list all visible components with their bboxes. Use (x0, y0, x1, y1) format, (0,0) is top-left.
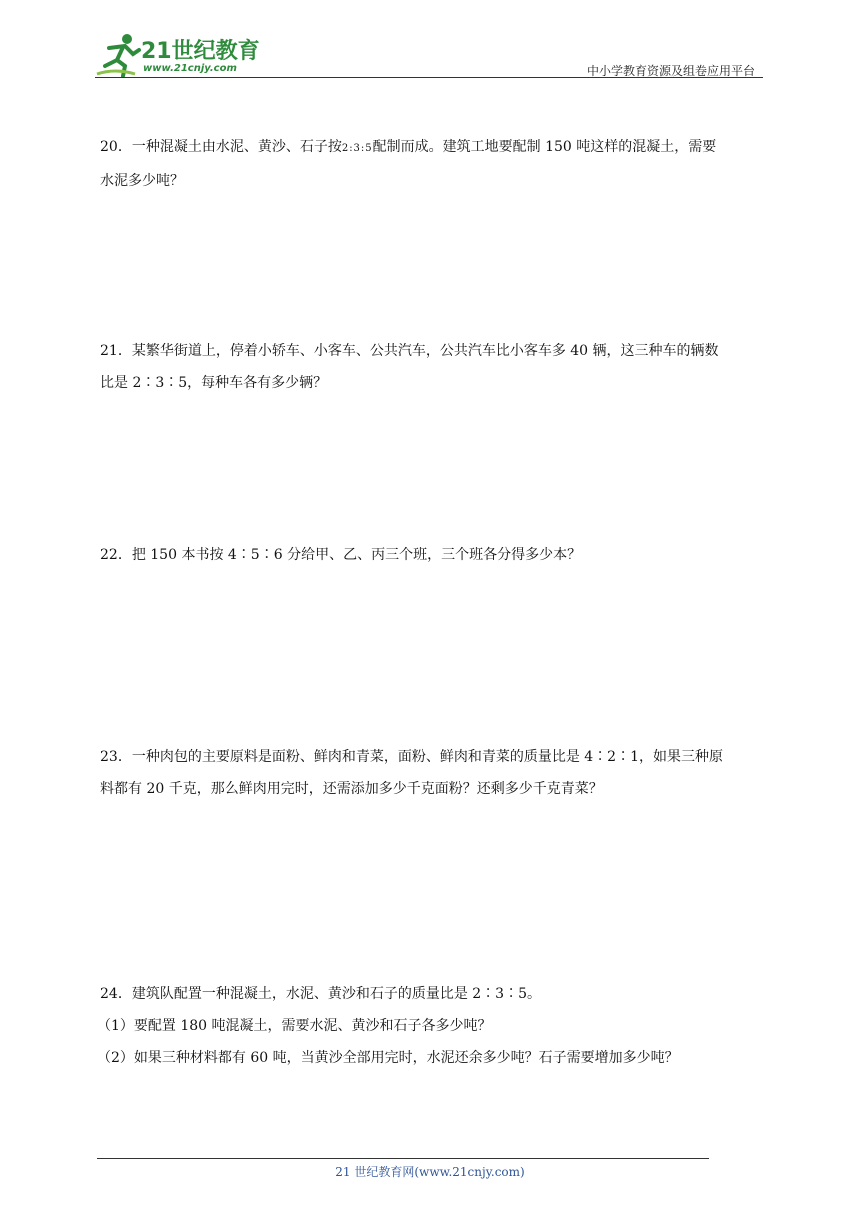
question-21 (100, 335, 762, 399)
question-number: 24． (100, 986, 132, 1002)
question-text: 配制而成。建筑工地要配制 150 吨这样的混凝土，需要 (372, 139, 717, 155)
question-text: 把 150 本书按 4∶5∶6 分给甲、乙、丙三个班，三个班各分得多少本？ (131, 547, 582, 563)
footer-link[interactable]: 21 世纪教育网(www.21cnjy.com) (335, 1165, 525, 1179)
question-24-sub-2: （2）如果三种材料都有 60 吨，当黄沙全部用完时，水泥还余多少吨？石子需要增加多少吨？ (97, 1050, 679, 1066)
question-number: 22． (100, 547, 132, 563)
runner-logo-icon (95, 30, 143, 78)
logo-wordmark: 21世纪教育 (141, 39, 260, 64)
site-logo[interactable] (95, 30, 260, 78)
question-21-line-2: 比是 2∶3∶5，每种车各有多少辆？ (100, 375, 328, 391)
header-tagline: 中小学教育资源及组卷应用平台 (586, 64, 755, 78)
question-number: 21． (100, 343, 132, 359)
question-23 (100, 741, 762, 805)
question-text: 建筑队配置一种混凝土，水泥、黄沙和石子的质量比是 2∶3∶5。 (131, 986, 541, 1002)
question-text: 一种混凝土由水泥、黄沙、石子按 (131, 139, 342, 155)
question-20 (100, 131, 762, 197)
question-20-line-2: 水泥多少吨？ (100, 173, 184, 189)
question-number: 20． (100, 139, 132, 155)
header-divider (95, 77, 763, 78)
ratio-inline: 2:3:5 (341, 143, 373, 154)
logo-url: www.21cnjy.com (143, 63, 237, 74)
question-22-line-1 (100, 539, 762, 571)
question-21-line-1 (100, 335, 762, 367)
page-header (95, 30, 763, 80)
question-23-line-1 (100, 741, 762, 773)
question-24 (97, 978, 762, 1074)
question-23-line-2: 料都有 20 千克，那么鲜肉用完时，还需添加多少千克面粉？还剩多少千克青菜？ (100, 781, 603, 797)
question-20-line-1 (100, 131, 762, 165)
question-text: 某繁华街道上，停着小轿车、小客车、公共汽车，公共汽车比小客车多 40 辆，这三种车的辆数 (131, 343, 719, 359)
question-22 (100, 539, 762, 571)
question-24-line-1 (100, 978, 762, 1010)
question-text: 一种肉包的主要原料是面粉、鲜肉和青菜，面粉、鲜肉和青菜的质量比是 4∶2∶1，如果三种原 (131, 749, 723, 765)
question-number: 23． (100, 749, 132, 765)
question-24-sub-1: （1）要配置 180 吨混凝土，需要水泥、黄沙和石子各多少吨？ (97, 1018, 492, 1034)
footer-divider (97, 1158, 709, 1159)
